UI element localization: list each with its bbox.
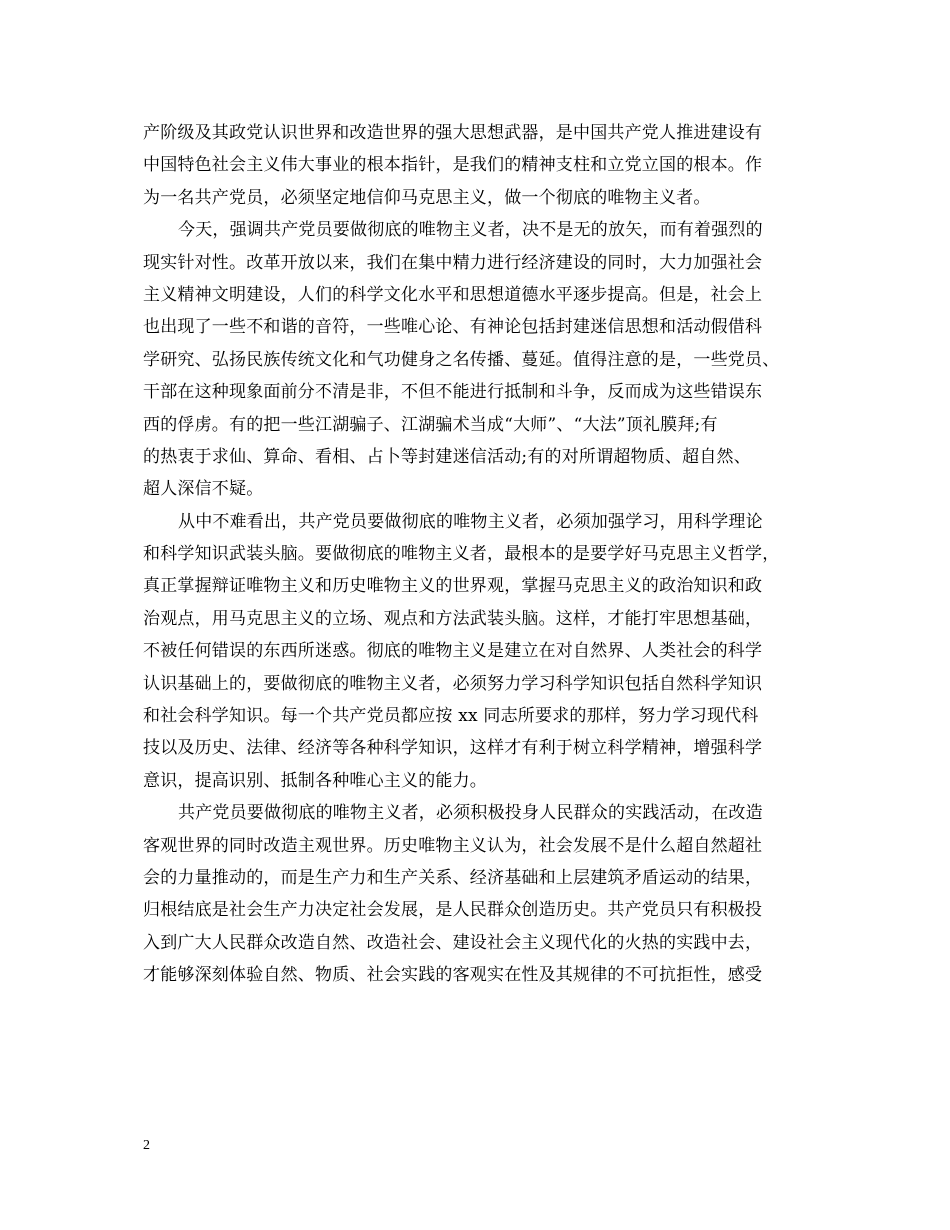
text-line: 现实针对性。改革开放以来，我们在集中精力进行经济建设的同时，大力加强社会 [143,252,763,273]
paragraph-start-line: 从中不难看出，共产党员要做彻底的唯物主义者，必须加强学习，用科学理论 [178,511,763,532]
text-line: 主义精神文明建设，人们的科学文化水平和思想道德水平逐步提高。但是，社会上 [143,284,763,305]
text-line: 才能够深刻体验自然、物质、社会实践的客观实在性及其规律的不可抗拒性，感受 [143,965,763,986]
text-line: 治观点，用马克思主义的立场、观点和方法武装头脑。这样，才能打牢思想基础， [143,608,763,629]
paragraph-start-line: 今天，强调共产党员要做彻底的唯物主义者，决不是无的放矢，而有着强烈的 [178,220,763,241]
text-line: 和社会科学知识。每一个共产党员都应按 xx 同志所要求的那样，努力学习现代科 [143,706,759,727]
text-line: 会的力量推动的，而是生产力和生产关系、经济基础和上层建筑矛盾运动的结果， [143,867,763,888]
text-line: 不被任何错误的东西所迷惑。彻底的唯物主义是建立在对自然界、人类社会的科学 [143,641,763,662]
text-line: 认识基础上的，要做彻底的唯物主义者，必须努力学习科学知识包括自然科学知识 [143,673,763,694]
text-line: 入到广大人民群众改造自然、改造社会、建设社会主义现代化的火热的实践中去， [143,932,763,953]
text-line: 干部在这种现象面前分不清是非，不但不能进行抵制和斗争，反而成为这些错误东 [143,382,763,403]
body-text [143,117,809,992]
text-line: 学研究、弘扬民族传统文化和气功健身之名传播、蔓延。值得注意的是，一些党员、 [143,349,780,370]
text-line: 和科学知识武装头脑。要做彻底的唯物主义者，最根本的是要学好马克思主义哲学， [143,544,780,565]
text-line: 超人深信不疑。 [143,479,264,500]
text-line: 中国特色社会主义伟大事业的根本指针，是我们的精神支柱和立党立国的根本。作 [143,155,763,176]
text-line: 也出现了一些不和谐的音符，一些唯心论、有神论包括封建迷信思想和活动假借科 [143,317,763,338]
paragraph-start-line: 共产党员要做彻底的唯物主义者，必须积极投身人民群众的实践活动，在改造 [178,803,763,824]
page-number: 2 [143,1138,150,1153]
text-line: 归根结底是社会生产力决定社会发展，是人民群众创造历史。共产党员只有积极投 [143,900,763,921]
text-line: 的热衷于求仙、算命、看相、占卜等封建迷信活动;有的对所谓超物质、超自然、 [143,446,751,467]
text-line: 西的俘虏。有的把一些江湖骗子、江湖骗术当成“大师”、“大法”顶礼膜拜;有 [143,414,718,435]
text-line: 技以及历史、法律、经济等各种科学知识，这样才有利于树立科学精神，增强科学 [143,738,763,759]
text-line: 意识，提高识别、抵制各种唯心主义的能力。 [143,770,487,791]
text-line: 为一名共产党员，必须坚定地信仰马克思主义，做一个彻底的唯物主义者。 [143,187,711,208]
text-line: 客观世界的同时改造主观世界。历史唯物主义认为，社会发展不是什么超自然超社 [143,835,763,856]
text-line: 真正掌握辩证唯物主义和历史唯物主义的世界观，掌握马克思主义的政治知识和政 [143,576,763,597]
text-line: 产阶级及其政党认识世界和改造世界的强大思想武器，是中国共产党人推进建设有 [143,123,763,143]
